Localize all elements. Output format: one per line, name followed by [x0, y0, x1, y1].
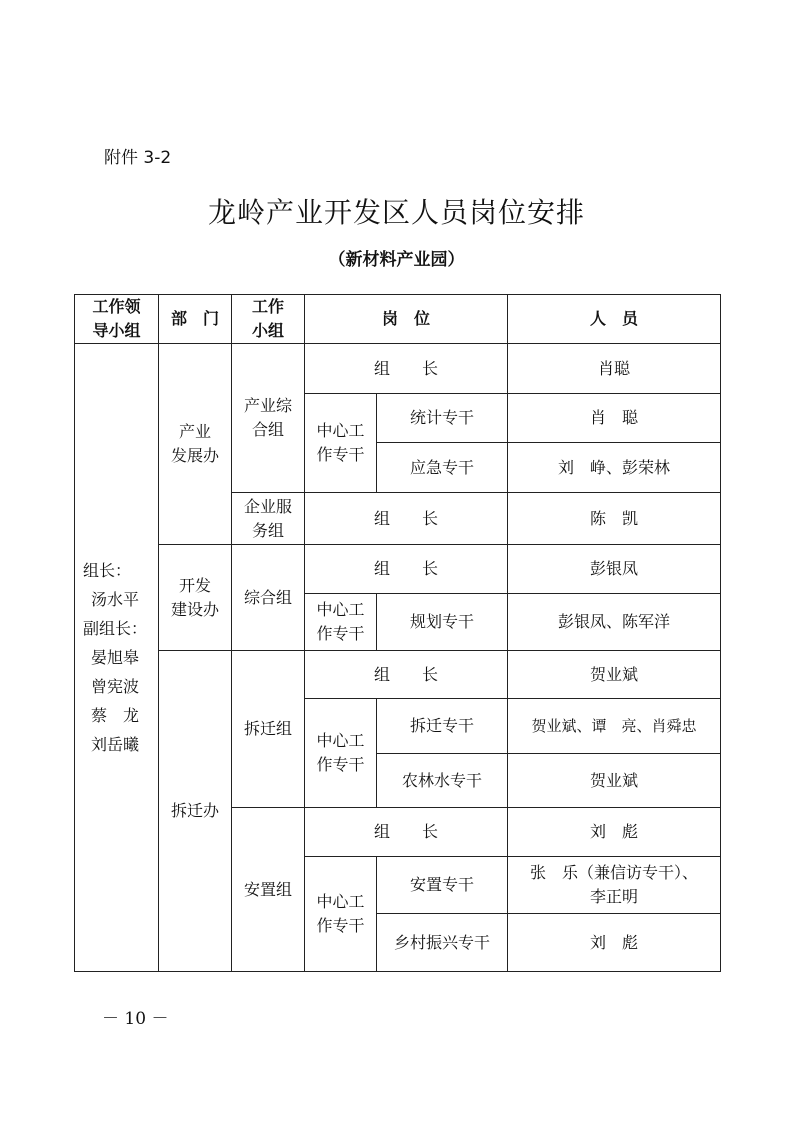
- personnel-cell: 贺业斌: [508, 651, 721, 699]
- department-demolition: 拆迁办: [159, 651, 232, 972]
- group-construction-general: 综合组: [232, 545, 305, 651]
- post-leader: 组 长: [305, 808, 508, 857]
- personnel-cell: 贺业斌、谭 亮、肖舜忠: [508, 699, 721, 754]
- table-row: [75, 545, 721, 594]
- center-staff-cell: 中心工 作专干: [305, 594, 377, 651]
- personnel-cell: 刘 彪: [508, 808, 721, 857]
- group-demolition: 拆迁组: [232, 651, 305, 808]
- group-enterprise-service: 企业服 务组: [232, 493, 305, 545]
- post-leader: 组 长: [305, 344, 508, 394]
- personnel-cell: 彭银凤: [508, 545, 721, 594]
- post-resettlement: 安置专干: [377, 857, 508, 914]
- table-row: [75, 344, 721, 394]
- staffing-table: [74, 294, 721, 972]
- page-number: － 10 －: [102, 1009, 169, 1029]
- group-industry-general: 产业综 合组: [232, 344, 305, 493]
- document-title: 龙岭产业开发区人员岗位安排: [207, 196, 585, 229]
- department-industry: 产业 发展办: [159, 344, 232, 545]
- personnel-cell: 贺业斌: [508, 754, 721, 808]
- header-post: 岗 位: [305, 295, 508, 344]
- table-row: [75, 651, 721, 699]
- post-agri-forest-water: 农林水专干: [377, 754, 508, 808]
- header-department: 部 门: [159, 295, 232, 344]
- post-emergency: 应急专干: [377, 443, 508, 493]
- center-staff-cell: 中心工 作专干: [305, 857, 377, 972]
- department-construction: 开发 建设办: [159, 545, 232, 651]
- header-leader-group: 工作领 导小组: [75, 295, 159, 344]
- personnel-cell: 刘 彪: [508, 914, 721, 972]
- personnel-cell: 陈 凯: [508, 493, 721, 545]
- post-leader: 组 长: [305, 545, 508, 594]
- personnel-cell: 彭银凤、陈军洋: [508, 594, 721, 651]
- personnel-cell: 张 乐（兼信访专干）、 李正明: [508, 857, 721, 914]
- post-rural-revitalization: 乡村振兴专干: [377, 914, 508, 972]
- center-staff-cell: 中心工 作专干: [305, 699, 377, 808]
- personnel-cell: 肖聪: [508, 344, 721, 394]
- personnel-cell: 刘 峥、彭荣林: [508, 443, 721, 493]
- post-leader: 组 长: [305, 493, 508, 545]
- table-header-row: [75, 295, 721, 344]
- center-staff-cell: 中心工 作专干: [305, 394, 377, 493]
- post-leader: 组 长: [305, 651, 508, 699]
- attachment-label: 附件 3-2: [104, 148, 172, 168]
- post-statistics: 统计专干: [377, 394, 508, 443]
- header-work-group: 工作 小组: [232, 295, 305, 344]
- leadership-cell: 组长： 汤水平 副组长： 晏旭皋 曾宪波 蔡 龙 刘岳曦: [75, 344, 159, 972]
- group-resettlement: 安置组: [232, 808, 305, 972]
- header-personnel: 人 员: [508, 295, 721, 344]
- post-demolition: 拆迁专干: [377, 699, 508, 754]
- post-planning: 规划专干: [377, 594, 508, 651]
- personnel-cell: 肖 聪: [508, 394, 721, 443]
- document-subtitle: （新材料产业园）: [328, 250, 465, 270]
